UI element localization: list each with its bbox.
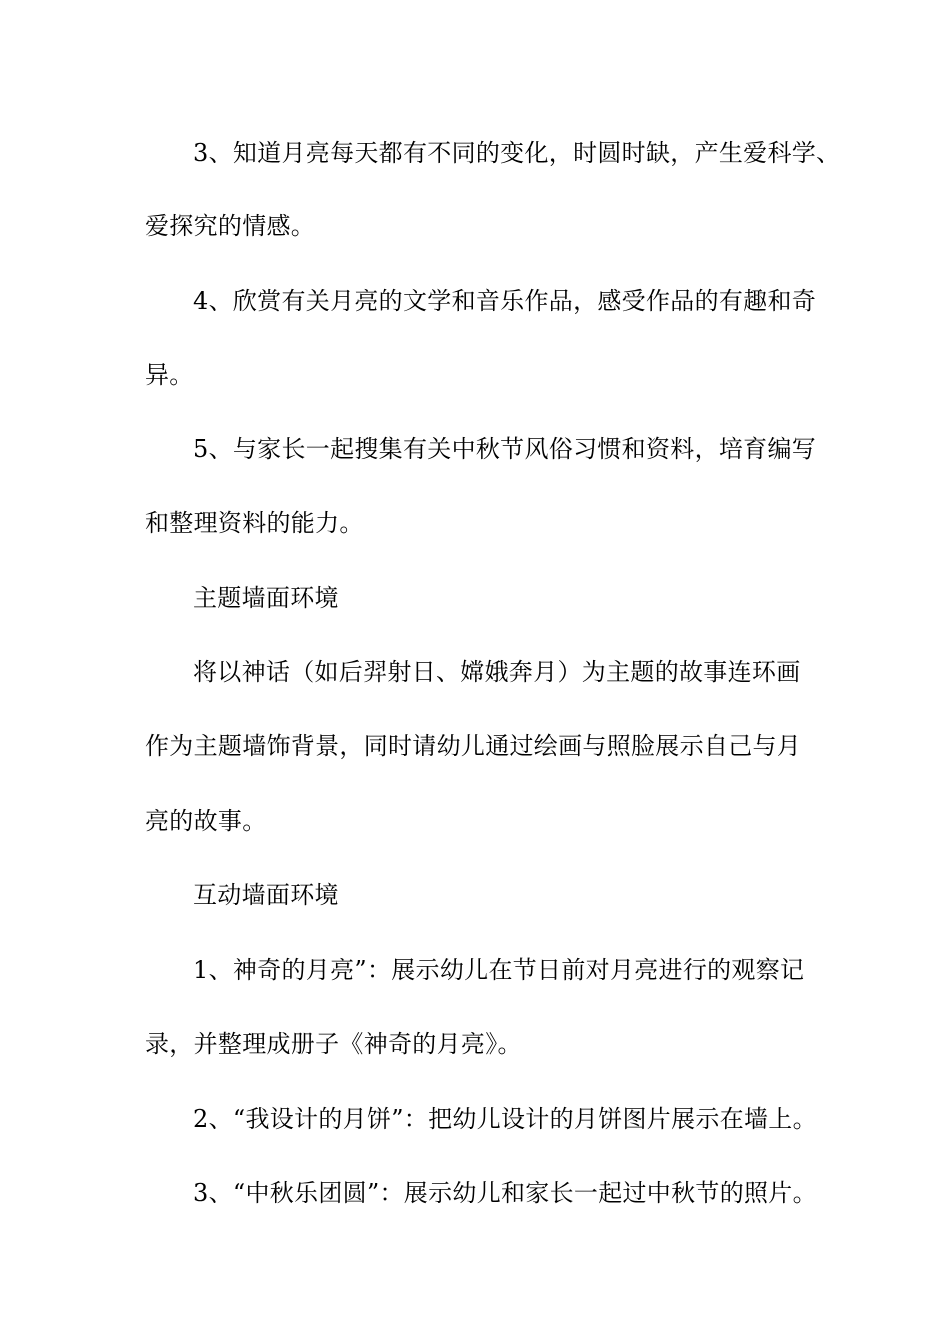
paragraph-interactive-1-line-1: 1、神奇的月亮”：展示幼儿在节日前对月亮进行的观察记	[193, 956, 805, 984]
paragraph-goal-3-line-1: 3、知道月亮每天都有不同的变化，时圆时缺，产生爱科学、	[193, 139, 841, 167]
paragraph-theme-wall-line-1: 将以神话（如后羿射日、嫦娥奔月）为主题的故事连环画	[193, 658, 801, 686]
paragraph-interactive-1-line-2: 录，并整理成册子《神奇的月亮》。	[145, 1030, 522, 1058]
paragraph-goal-4-line-1: 4、欣赏有关月亮的文学和音乐作品，感受作品的有趣和奇	[193, 287, 817, 315]
paragraph-interactive-2: 2、“我设计的月饼”：把幼儿设计的月饼图片展示在墙上。	[193, 1105, 817, 1133]
paragraph-interactive-3: 3、“中秋乐团圆”：展示幼儿和家长一起过中秋节的照片。	[193, 1179, 817, 1207]
paragraph-goal-5-line-1: 5、与家长一起搜集有关中秋节风俗习惯和资料，培育编写	[193, 435, 817, 463]
paragraph-goal-5-line-2: 和整理资料的能力。	[145, 509, 364, 537]
section-heading-theme-wall: 主题墙面环境	[193, 584, 339, 612]
paragraph-theme-wall-line-3: 亮的故事。	[145, 807, 267, 835]
paragraph-goal-3-line-2: 爱探究的情感。	[145, 212, 316, 240]
paragraph-theme-wall-line-2: 作为主题墙饰背景，同时请幼儿通过绘画与照脸展示自己与月	[145, 732, 802, 760]
paragraph-goal-4-line-2: 异。	[145, 361, 194, 389]
section-heading-interactive-wall: 互动墙面环境	[193, 881, 339, 909]
